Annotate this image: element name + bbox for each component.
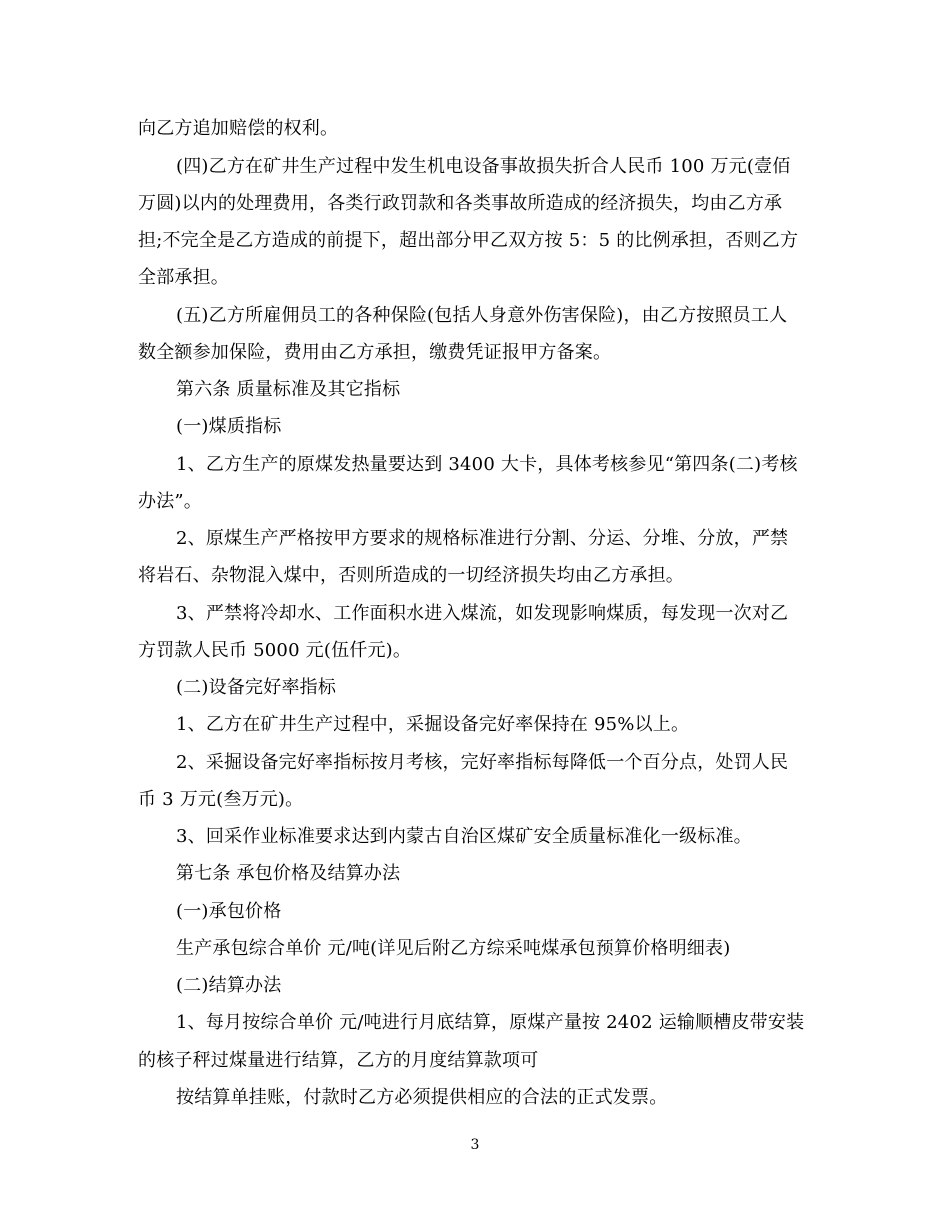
text-line: 2、采掘设备完好率指标按月考核，完好率指标每降低一个百分点，处罚人民 (176, 752, 789, 773)
text-line: 向乙方追加赔偿的权利。 (138, 118, 339, 139)
text-line: 按结算单挂账，付款时乙方必须提供相应的合法的正式发票。 (176, 1087, 668, 1108)
subsection-heading: (一)煤质指标 (176, 416, 282, 437)
text-line: 1、每月按综合单价 元/吨进行月底结算，原煤产量按 2402 运输顺槽皮带安装 (176, 1012, 805, 1033)
page-number: 3 (470, 1137, 480, 1153)
subsection-heading: (二)设备完好率指标 (176, 677, 337, 698)
text-line: 方罚款人民币 5000 元(伍仟元)。 (138, 640, 412, 661)
text-line: 全部承担。 (138, 267, 229, 288)
section-heading: 第七条 承包价格及结算办法 (176, 863, 401, 884)
text-line: 万圆)以内的处理费用，各类行政罚款和各类事故所造成的经济损失，均由乙方承 (138, 193, 783, 214)
text-line: 数全额参加保险，费用由乙方承担，缴费凭证报甲方备案。 (138, 342, 612, 363)
text-line: 3、回采作业标准要求达到内蒙古自治区煤矿安全质量标准化一级标准。 (176, 826, 752, 847)
text-line: 币 3 万元(叁万元)。 (138, 789, 304, 810)
text-line: (五)乙方所雇佣员工的各种保险(包括人身意外伤害保险)，由乙方按照员工人 (176, 305, 788, 326)
text-line: 生产承包综合单价 元/吨(详见后附乙方综采吨煤承包预算价格明细表) (176, 938, 731, 959)
text-line: 3、严禁将冷却水、工作面积水进入煤流，如发现影响煤质，每发现一次对乙 (176, 603, 789, 624)
text-line: 的核子秤过煤量进行结算，乙方的月度结算款项可 (138, 1050, 539, 1071)
text-line: 办法”。 (138, 491, 203, 512)
text-line: 将岩石、杂物混入煤中，否则所造成的一切经济损失均由乙方承担。 (138, 565, 684, 586)
subsection-heading: (一)承包价格 (176, 901, 282, 922)
subsection-heading: (二)结算办法 (176, 975, 282, 996)
text-line: 1、乙方生产的原煤发热量要达到 3400 大卡，具体考核参见“第四条(二)考核 (176, 454, 798, 475)
text-line: 1、乙方在矿井生产过程中，采掘设备完好率保持在 95%以上。 (176, 714, 690, 735)
section-heading: 第六条 质量标准及其它指标 (176, 379, 401, 400)
text-line: 2、原煤生产严格按甲方要求的规格标准进行分割、分运、分堆、分放，严禁 (176, 528, 789, 549)
text-line: 担;不完全是乙方造成的前提下，超出部分甲乙双方按 5：5 的比例承担，否则乙方 (138, 230, 799, 251)
text-line: (四)乙方在矿井生产过程中发生机电设备事故损失折合人民币 100 万元(壹佰 (176, 156, 791, 177)
